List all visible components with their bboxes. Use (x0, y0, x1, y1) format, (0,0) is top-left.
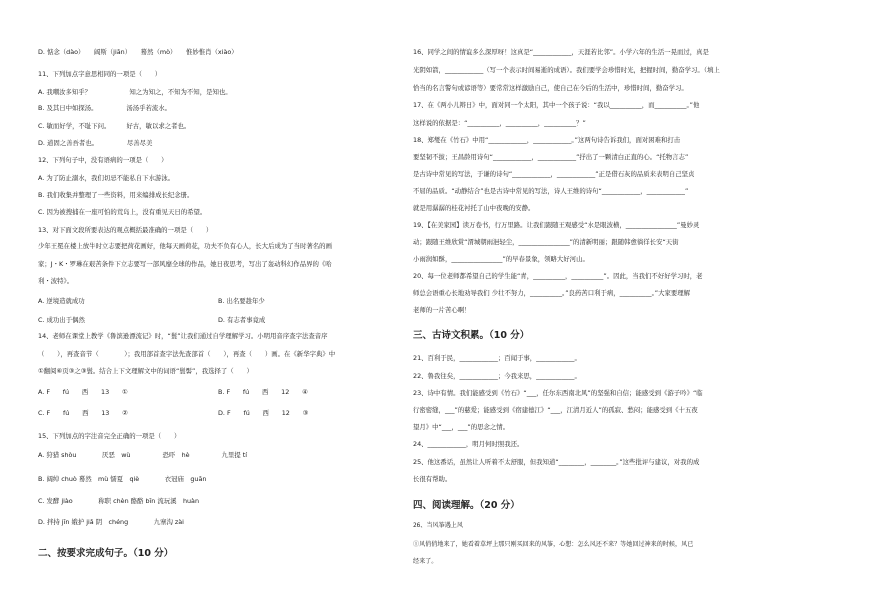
question-text-line: 恰当的名言警句或谚语等）要常常这样激励自己，使自己在今后的生活中，珍惜时间，勤奋学习。 (413, 84, 688, 92)
section-heading-3: 三、古诗文积累。（10 分） (413, 330, 530, 341)
question-text-line: C. 敏而好学，不耻下问。 好古，敏以求之者也。 (38, 122, 191, 130)
question-text-line: D. 道固之善吾者也。 尽善尽美 (38, 139, 153, 147)
question-text-line: 24、____________，明月何时照我还。 (413, 440, 524, 448)
question-text-line: 这样说的依据是：“__________，__________，__________？” (413, 119, 586, 127)
q15-option: C. 发酵 jiào 称职 chèn 酪酪 bīn 流玩溪 huàn (38, 497, 200, 505)
q13-option: B. 出名要趁年少 (218, 297, 265, 305)
question-text-line: 17、在《两小儿辩日》中，面对同一个太阳，其中一个孩子说：“我以__________，而__________。”他 (413, 101, 700, 109)
question-text-line: 25、他这番话，虽然让人听着不太舒服，但我知道“________，________。”这些批评与建议，对我的成 (413, 458, 700, 466)
question-text-line: B. 及其日中如探汤。 汤汤乎若流水。 (38, 104, 172, 112)
question-text-line: 动；跟随王维欣赏“渭城朝雨浥轻尘，________________”的清新明丽；跟随韩愈徜徉长安“天街 (413, 238, 679, 246)
q15-option: A. 狩猎 shòu 厌恶 wù 恐吓 hè 九里提 tí (38, 451, 248, 459)
question-text-line: 13、对下面文段所要表达的观点概括最准确的一项是（ ） (38, 226, 213, 234)
q15-option: B. 阔绰 chuò 蓦然 mù 懦夏 qiè 衣冠庙 guān (38, 475, 207, 483)
question-text-line: 15、下列加点的字注音完全正确的一项是（ ） (38, 432, 181, 440)
question-text-line: 不屈的品质。“动静结合”也是古诗中常见的写法，诗人王维的诗句“____________，____________” (413, 187, 689, 195)
question-text-line: 16、同学之间的情谊多么深厚呀！这真是“____________，天涯若比邻”。小学六年的生活一晃而过，真是 (413, 48, 709, 56)
question-text-line: 23、诗中有情。我们能感受到《竹石》“___，任尔东西南北风”的坚强和自信；能感受到《游子吟》“临 (413, 389, 703, 397)
question-text-line: ①翻阅⑥页③之③鬟。结合上下文理解文中的词语“鬟髻”，我选择了（ ） (38, 367, 253, 375)
question-text-line: 长很有帮助。 (413, 475, 452, 483)
question-text-line: A. 为了防止溺水，我们切忌不能私自下水游泳。 (38, 174, 175, 182)
question-text-line: A. 我嘲汝多知乎？ 知之为知之，不知为不知，是知也。 (38, 88, 232, 96)
question-text-line: 18、郑燮在《竹石》中用“____________，____________。”这两句诗告诉我们，面对困难和打击 (413, 136, 681, 144)
q13-option: A. 逆境造就成功 (38, 297, 85, 305)
question-text-line: 光阴如箭，____________（写一个表示时间易逝的成语）。我们要学会珍惜时光，把握时间，勤奋学习。（填上 (413, 66, 720, 74)
reading-passage-line: 经来了。 (413, 558, 438, 565)
q14-option: B. F fú 西 12 ④ (218, 388, 308, 396)
q15-option: D. 拌持 jīn 娥护 jiǎ 阴 chéng 九寨沟 zài (38, 518, 184, 526)
q13-option: D. 有志者事竟成 (218, 316, 266, 324)
question-text-line: 21、百利于民，____________；百闻于事，____________。 (413, 354, 581, 362)
question-text-line: B. 我们收集并整理了一些资料，用来编排成长纪念册。 (38, 191, 194, 199)
question-text-line: 利・波特》。 (38, 277, 74, 285)
q14-option: A. F fú 西 13 ① (38, 388, 128, 396)
question-text-line: 小雨润如酥，________________”的早春景象，领略大好河山。 (413, 255, 589, 263)
question-text-line: 11、下列加点字意思相同的一项是（ ） (38, 70, 162, 78)
question-text-line: 是古诗中常见的写法，于谦的诗句“____________，____________”正是借石灰的品质来表明自己坚贞 (413, 170, 695, 178)
reading-passage-line: 26、当风筝遇上风 (413, 522, 463, 529)
q14-option: D. F fú 西 12 ③ (218, 409, 309, 417)
question-text-line: C. 因为被搜捕在一座可怕的荒岛上，没有重见天日的希望。 (38, 208, 207, 216)
question-text-line: 师总会语重心长地劝导我们 少壮不努力，__________。”良药苦口利于病，__________。”大家要理解 (413, 289, 691, 297)
question-text-line: 12、下列句子中，没有语病的一项是（ ） (38, 156, 168, 164)
question-text-line: 20、每一位老师都希望自己的学生能“青，__________，__________”。因此，当我们不好好学习时，老 (413, 272, 703, 280)
section-heading-2: 二、按要求完成句子。（10 分） (38, 548, 174, 559)
q14-option: C. F fú 西 13 ② (38, 409, 128, 417)
question-text-line: （ ），再查音节（ ）；我用部首查字法先查部首（ ），再查（ ）画。在《新华字典》中 (38, 350, 336, 358)
question-text-line: 19、【在美家园】读万卷书，行万里路。让我们跟随王观感受“水是眼波横，________________”曼妙灵 (413, 221, 700, 229)
question-text-line: 要坚韧不拔；王昌龄用诗句“____________，____________”抒出了一颗清白正直的心。“托物言志” (413, 153, 689, 161)
section-heading-4: 四、阅读理解。（20 分） (413, 500, 520, 511)
question-text-line: D. 惦念（dào） 阔斯（jiān） 蓦然（mò） 惟妙惟肖（xiào） (38, 48, 238, 56)
question-text-line: 14、老师在课堂上教学《鲁滨逊漂流记》时，“鬟”让我们通过自学理解学习。小明用音序查字法查音序 (38, 332, 328, 340)
question-text-line: 行密密缝，___”的慈爱；能感受到《宿建德江》“___，江清月近人”的孤寂、愁闷；能感受到《十五夜 (413, 406, 698, 414)
question-text-line: 就是用潺潺的桂花衬托了山中夜晚的安静。 (413, 204, 535, 212)
question-text-line: 望月》中“___，___”的思念之情。 (413, 423, 510, 431)
q13-option: C. 成功出于偶然 (38, 316, 85, 324)
question-text-line: 少年王冕在楼上放牛时立志要把荷花画好，他每天画荷花，功夫不负有心人，长大后成为了当时著名的画 (38, 242, 332, 250)
question-text-line: 22、鲁我往矣，____________；今我来思，____________。 (413, 372, 581, 380)
question-text-line: 家；J・K・罗琳在艰苦条件下立志要写一部风靡全球的作品，她日夜思考，写出了轰动科幻作品界的《哈 (38, 260, 332, 268)
question-text-line: 老师的一片苦心啊！ (413, 306, 471, 314)
reading-passage-line: ①风俏俏地来了，她看着草坪上那只刚买回来的风筝，心想：怎么风还不来？等她回过神来的时候，风已 (413, 541, 694, 548)
